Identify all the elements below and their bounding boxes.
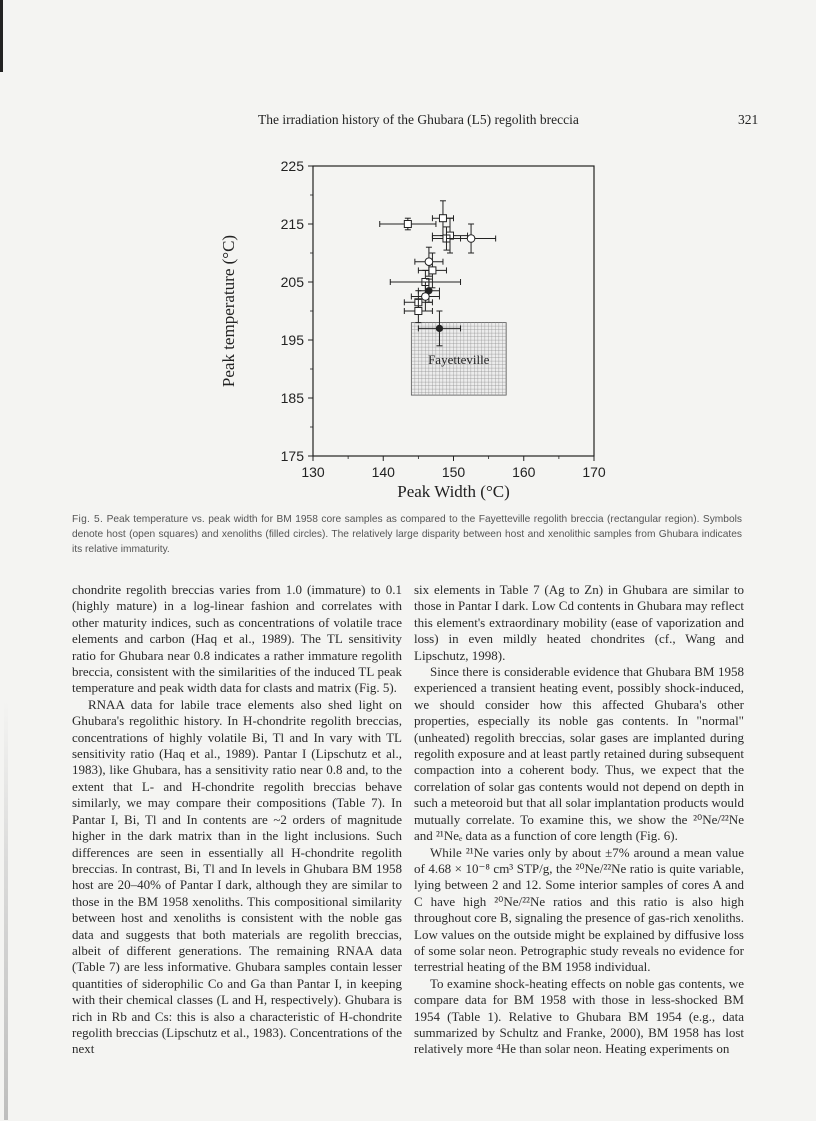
- running-title: The irradiation history of the Ghubara (L5) regolith breccia: [258, 112, 579, 127]
- paragraph: six elements in Table 7 (Ag to Zn) in Ghubara are similar to those in Pantar I dark. Low Cd contents in Ghubara may reflect this element's extraordinary mobility (ease of vaporization and loss) in even mildly heated chondrites (cf., Wang and Lipschutz, 1998).: [414, 582, 744, 663]
- marker-open-circle: [422, 293, 430, 301]
- marker-filled-circle: [436, 325, 443, 332]
- page-number: 321: [738, 112, 759, 127]
- figure-caption: [72, 512, 742, 557]
- body-column-left: [72, 582, 402, 1058]
- data-point: [411, 282, 439, 311]
- figure-5-chart: [210, 150, 620, 508]
- scan-gutter-shadow: [4, 700, 8, 1120]
- caption-label: Fig. 5.: [72, 514, 104, 525]
- x-tick-label: 150: [441, 464, 466, 480]
- data-point: [446, 224, 495, 253]
- page-edge-mark: [0, 0, 3, 72]
- x-tick-label: 140: [371, 464, 395, 480]
- x-tick-label: 130: [301, 464, 325, 480]
- marker-open-square: [429, 267, 436, 274]
- body-column-right: [414, 582, 744, 1058]
- marker-open-circle: [425, 258, 433, 266]
- paragraph: To examine shock-heating effects on noble gas contents, we compare data for BM 1958 with those in less-shocked BM 1954 (Table 1). Relative to Ghubara BM 1954 (e.g., data summarized by Schultz and Franke, 2000), BM 1958 has lost relatively more ⁴He than solar neon. Heating experiments on: [414, 975, 744, 1057]
- paragraph: While ²¹Ne varies only by about ±7% around a mean value of 4.68 × 10⁻⁸ cm³ STP/g, the ²⁰Ne/²²Ne ratio is quite variable, lying between 2 and 12. Some interior samples of cores A and C have high ²⁰Ne/²²Ne ratios and this ratio is also high throughout core B, signaling the presence of gas-rich xenoliths. Low values on the outside might be explained by diffusive loss of some solar neon. Petrographic study reveals no evidence for terrestrial heating of the BM 1958 individual.: [414, 844, 744, 975]
- marker-open-square: [439, 215, 446, 222]
- data-point: [380, 218, 436, 230]
- marker-open-square: [404, 221, 411, 228]
- y-tick-label: 195: [280, 332, 304, 348]
- y-tick-label: 185: [280, 390, 304, 406]
- y-tick-label: 175: [280, 448, 304, 464]
- paragraph: chondrite regolith breccias varies from 1.0 (immature) to 0.1 (highly mature) in a log-linear fashion and correlates with other maturity indices, such as concentrations of volatile trace elements and carbon (Haq et al., 1989). The TL sensitivity ratio for Ghubara near 0.8 indicates a rather immature regolith breccia, consistent with the similarities of the induced TL peak temperature and peak width data for clasts and matrix (Fig. 5).: [72, 582, 402, 696]
- paragraph: RNAA data for labile trace elements also shed light on Ghubara's regolithic history. In H-chondrite regolith breccias, concentrations of highly volatile Bi, Tl and In vary with TL sensitivity ratio (Haq et al., 1989). Pantar I (Lipschutz et al., 1983), like Ghubara, has a sensitivity ratio near 0.8 and, to the extent that L- and H-chondrite regolith breccias behave similarly, we may compare their compositions (Table 7). In Pantar I, Bi, Tl and In contents are ~2 orders of magnitude higher in the dark matrix than in the light inclusions. Such differences are seen in essentially all H-chondrite regolith breccias. In contrast, Bi, Tl and In levels in Ghubara BM 1958 host are 20–40% of Pantar I dark, although they are similar to those in the BM 1958 xenoliths. This compositional similarity between host and xenoliths is consistent with the noble gas data and suggests that both materials are regolith breccias, albeit of different generations. The remaining RNAA data (Table 7) are less informative. Ghubara samples contain lesser quantities of siderophilic Co and Ga than Pantar I, in keeping with their chemical classes (L and H, respectively). Ghubara is rich in Rb and Cs: this is also a characteristic of H-chondrite regolith breccias (Lipschutz et al., 1983). Concentrations of the next: [72, 696, 402, 1057]
- paragraph: Since there is considerable evidence that Ghubara BM 1958 experienced a transient heating event, possibly shock-induced, we should consider how this affected Ghubara's other properties, especially its noble gas contents. In "normal" (unheated) regolith breccias, solar gases are implanted during regolith exposure and at least partly retained during subsequent compaction into a coherent body. Thus, we expect that the correlation of solar gas contents would not depend on depth in such a meteoroid but that all solar implantation products would mutually correlate. To examine this, we show the ²⁰Ne/²²Ne and ²¹Neₑ data as a function of core length (Fig. 6).: [414, 664, 744, 844]
- y-tick-label: 205: [280, 274, 304, 290]
- caption-text: Peak temperature vs. peak width for BM 1958 core samples as compared to the Fayetteville regolith breccia (rectangular region). Symbols denote host (open squares) and xenoliths (filled circles). The relatively large disparity between host and xenolithic samples from Ghubara indicates its relative immaturity.: [72, 514, 742, 555]
- x-tick-label: 170: [582, 464, 606, 480]
- plot-frame: [313, 166, 594, 456]
- x-tick-label: 160: [512, 464, 536, 480]
- marker-open-circle: [467, 235, 475, 243]
- x-axis-label: Peak Width (°C): [397, 482, 510, 501]
- y-axis-label: Peak temperature (°C): [219, 234, 238, 388]
- data-point: [415, 247, 443, 276]
- marker-open-square: [415, 308, 422, 315]
- region-label: Fayetteville: [428, 351, 490, 367]
- y-tick-label: 215: [280, 216, 304, 232]
- y-tick-label: 225: [280, 158, 304, 174]
